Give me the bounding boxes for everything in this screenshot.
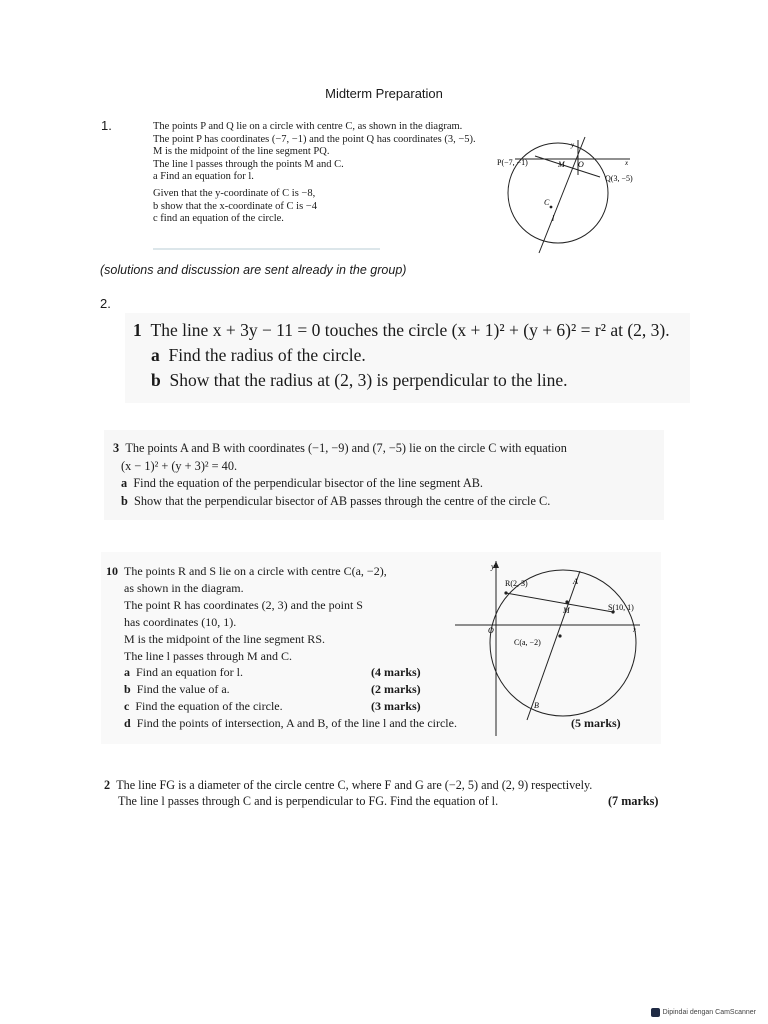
page-title: Midterm Preparation (325, 86, 443, 101)
q1-line-l (539, 137, 585, 253)
q3-stem-1: The points A and B with coordinates (−1, −9) and (7, −5) lie on the circle C with equation (125, 441, 567, 455)
q10-part-c: Find the equation of the circle. (135, 699, 283, 714)
q3-part-b-letter: b (121, 493, 128, 508)
q2-part-a-letter: a (151, 345, 160, 365)
q10-label-x: x (633, 626, 637, 634)
scanner-watermark (651, 1008, 756, 1017)
question-2-number: 2. (100, 296, 111, 311)
q2-part-b-letter: b (151, 370, 161, 390)
q10-circle (490, 570, 636, 716)
q2-part-b: Show that the radius at (2, 3) is perpendicular to the line. (169, 370, 568, 390)
q10-label-b: B (534, 701, 539, 710)
q10-label-a: A (573, 577, 578, 586)
q10-part-a-letter: a (124, 665, 130, 680)
q10-label: 10 (106, 564, 118, 578)
question-1-diagram (495, 135, 635, 260)
q10-part-d-marks: (5 marks) (571, 716, 621, 731)
q1-label-y: y (571, 141, 575, 149)
qfg-line-1: The line FG is a diameter of the circle centre C, where F and G are (−2, 5) and (2, 9) respectively. (116, 778, 593, 792)
q10-part-b-marks: (2 marks) (371, 682, 421, 697)
q10-stem-2: as shown in the diagram. (124, 580, 244, 595)
question-1-text (153, 121, 476, 226)
q10-part-a: Find an equation for l. (136, 665, 243, 680)
q1-label-c: C (544, 198, 550, 207)
q10-label-c: C(a, −2) (514, 638, 541, 647)
q2-stem: The line x + 3y − 11 = 0 touches the circle (x + 1)² + (y + 6)² = r² at (2, 3). (150, 320, 670, 340)
q10-point-r (504, 591, 507, 594)
q10-point-m (565, 600, 568, 603)
q1-line: c find an equation of the circle. (153, 213, 284, 225)
q1-label-q: Q(3, −5) (605, 174, 633, 183)
q1-line: a Find an equation for l. (153, 171, 254, 183)
q10-part-c-letter: c (124, 699, 130, 714)
q10-part-b-letter: b (124, 682, 131, 697)
q3-part-b: Show that the perpendicular bisector of AB passes through the centre of the circle C. (134, 493, 551, 508)
q10-part-d: Find the points of intersection, A and B, of the line l and the circle. (136, 716, 457, 731)
q1-label-p: P(−7, −1) (497, 158, 528, 167)
q1-label-o: O (578, 160, 584, 169)
q10-label-y: y (491, 562, 495, 571)
q10-stem-1: The points R and S lie on a circle with centre C(a, −2), (124, 564, 387, 578)
qfg-marks: (7 marks) (608, 794, 659, 808)
q10-label-s: S(10, 1) (608, 603, 634, 612)
q10-chord-rs (506, 593, 613, 612)
q10-part-a-marks: (4 marks) (371, 665, 421, 680)
qfg-line-2: The line l passes through C and is perpendicular to FG. Find the equation of l. (118, 794, 499, 808)
scanner-text: Dipindai dengan CamScanner (662, 1009, 756, 1016)
question-3-text (113, 440, 567, 510)
q10-point-c (558, 634, 561, 637)
discussion-note: (solutions and discussion are sent already in the group) (100, 263, 407, 277)
q10-stem-3: The point R has coordinates (2, 3) and the point S (124, 597, 363, 612)
q1-underline (153, 248, 380, 250)
q1-line: The points P and Q lie on a circle with centre C, as shown in the diagram. (153, 121, 463, 132)
camscanner-icon (651, 1008, 660, 1017)
q10-part-d-letter: d (124, 716, 131, 731)
q1-label-m: M (558, 160, 565, 169)
q3-label: 3 (113, 441, 120, 455)
q10-stem-5: M is the midpoint of the line segment RS. (124, 631, 325, 646)
q2-label: 1 (133, 320, 142, 340)
q1-line: b show that the x-coordinate of C is −4 (153, 200, 317, 212)
q3-stem-2: (x − 1)² + (y + 3)² = 40. (121, 458, 238, 473)
q1-label-l: l (552, 214, 555, 223)
q10-stem-6: The line l passes through M and C. (124, 648, 292, 663)
q1-label-x: x (625, 159, 629, 167)
question-fg-text (104, 777, 669, 809)
q1-line: M is the midpoint of the line segment PQ. (153, 146, 330, 158)
question-10-diagram (450, 556, 650, 741)
q10-label-r: R(2, 3) (505, 579, 528, 588)
question-1-number: 1. (101, 118, 112, 133)
qfg-label: 2 (104, 778, 111, 792)
q1-line: The line l passes through the points M and C. (153, 158, 344, 170)
question-2-text (133, 318, 670, 393)
q10-part-b: Find the value of a. (136, 682, 230, 697)
q3-part-a-letter: a (121, 476, 128, 490)
q1-line: The point P has coordinates (−7, −1) and the point Q has coordinates (3, −5). (153, 133, 476, 145)
q10-label-o: O (488, 626, 494, 635)
q10-label-m: M (563, 606, 570, 615)
q1-centre-point (550, 206, 553, 209)
q10-part-c-marks: (3 marks) (371, 699, 421, 714)
q3-part-a: Find the equation of the perpendicular bisector of the line segment AB. (133, 476, 483, 490)
q2-part-a: Find the radius of the circle. (168, 345, 366, 365)
q10-stem-4: has coordinates (10, 1). (124, 614, 237, 629)
q1-line: Given that the y-coordinate of C is −8, (153, 187, 316, 199)
